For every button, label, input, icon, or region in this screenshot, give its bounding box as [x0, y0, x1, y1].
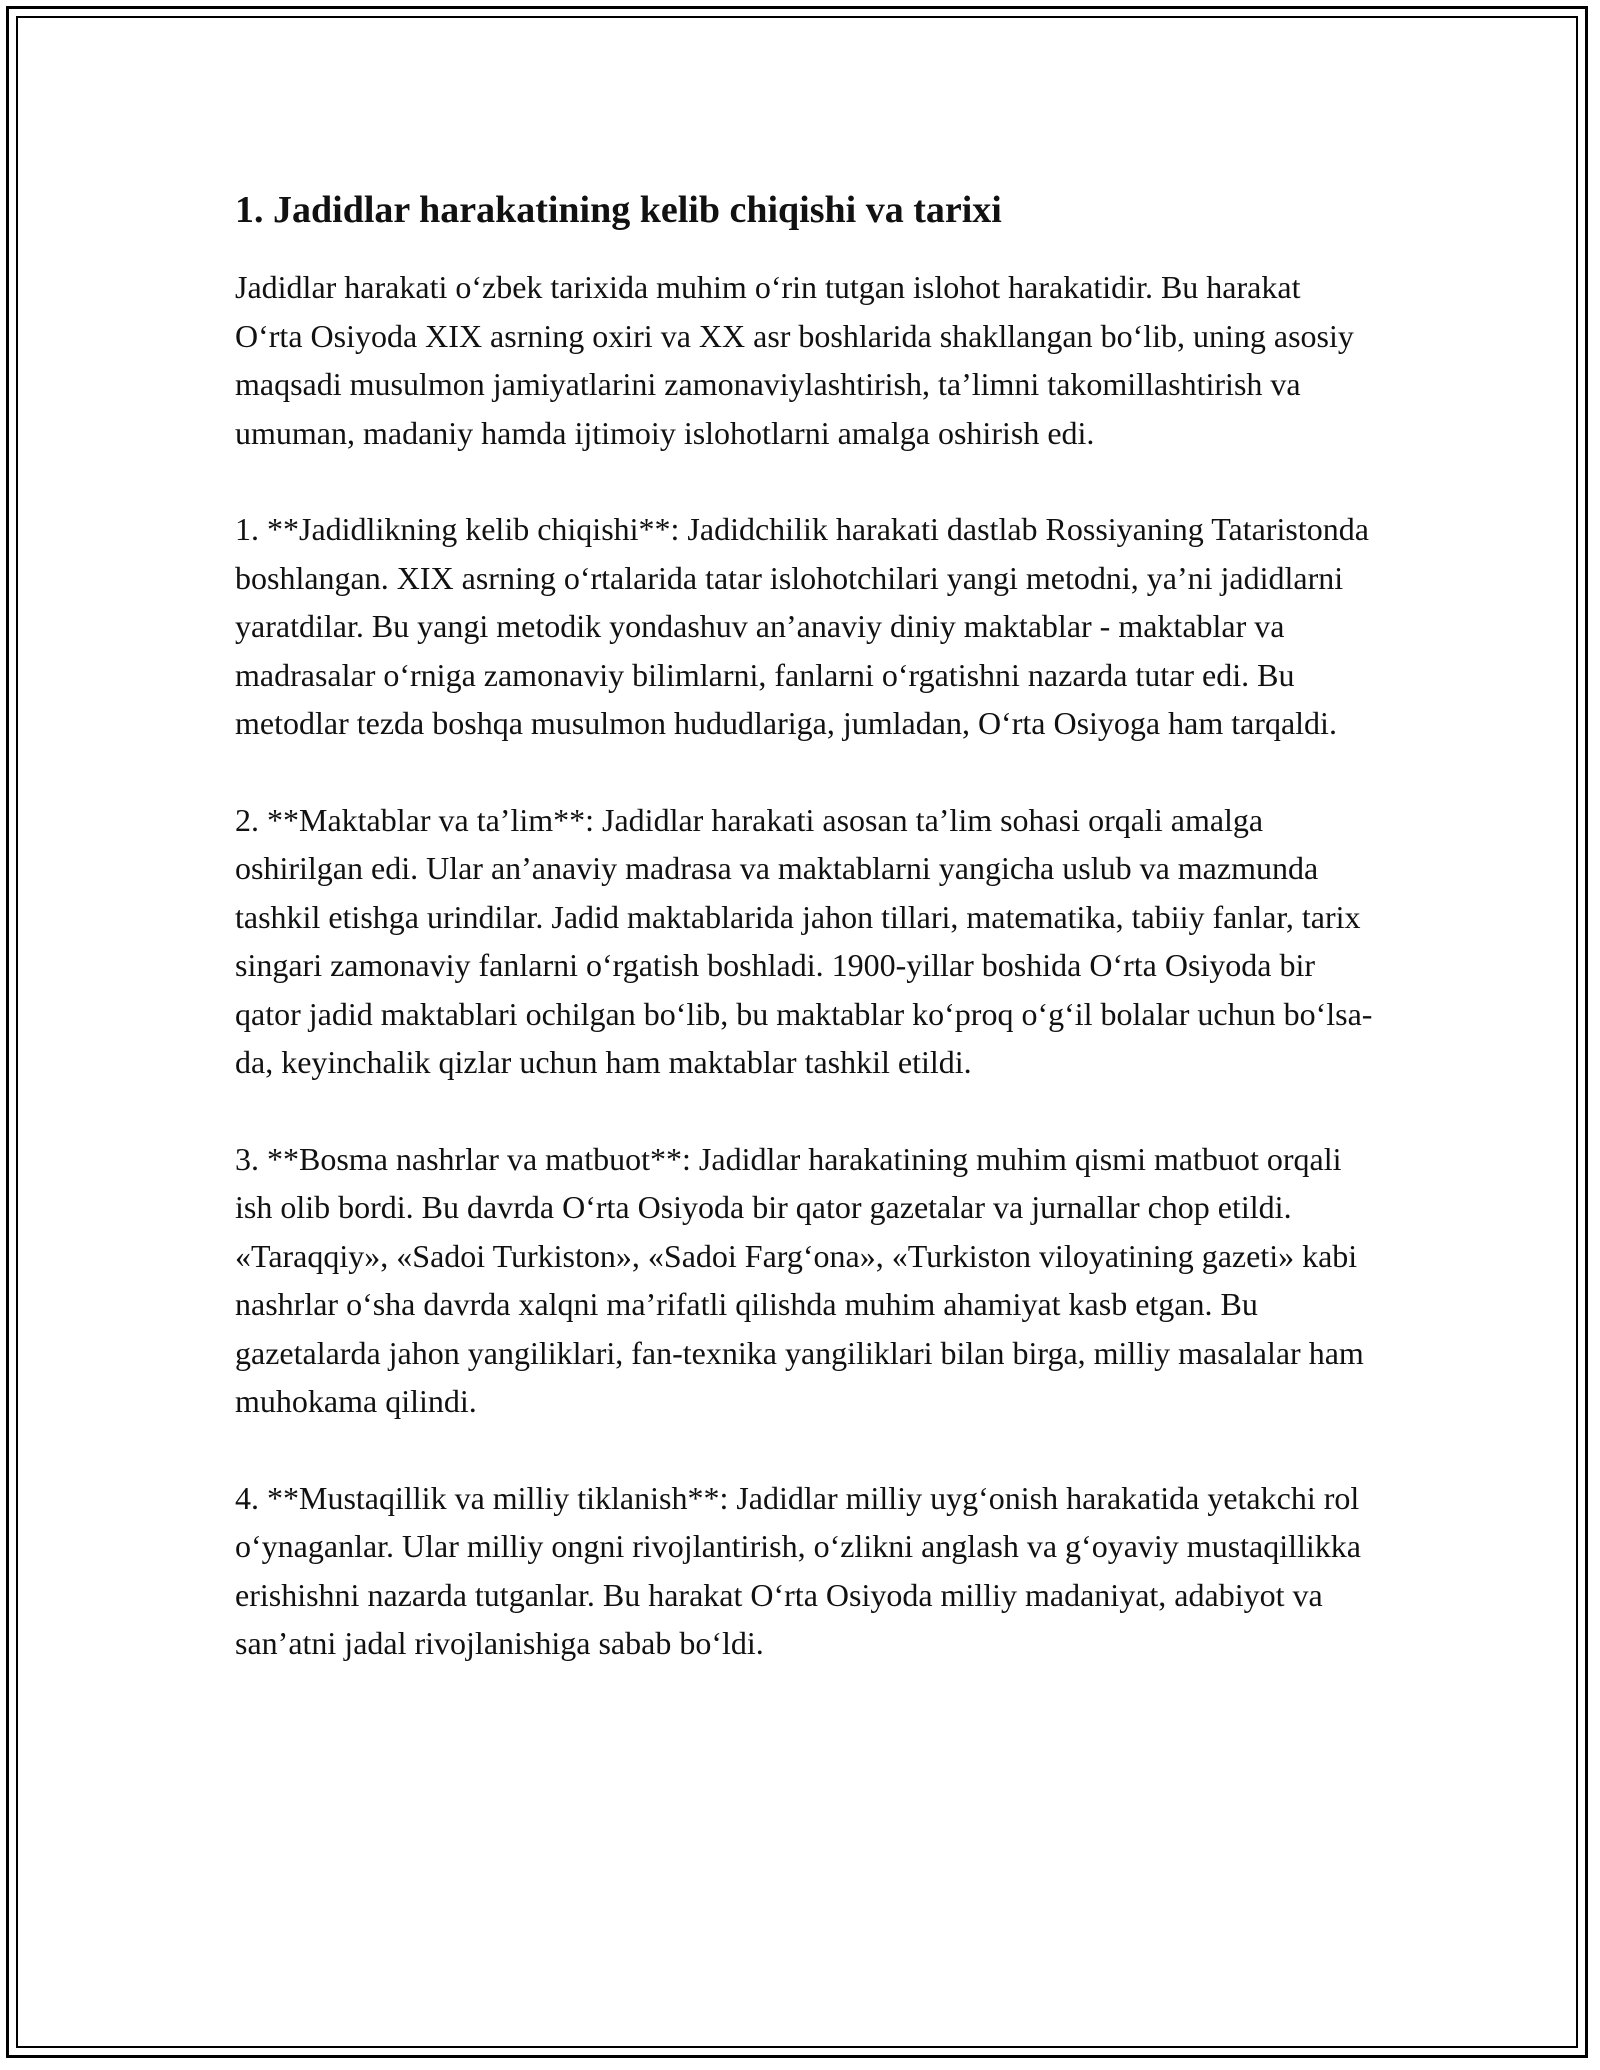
section-2-paragraph: 2. **Maktablar va taʼlim**: Jadidlar harakati asosan taʼlim sohasi orqali amalga oshirilgan edi. Ular anʼanaviy madrasa va maktablarni yangicha uslub va mazmunda tashkil etishga urindilar. Jadid maktablarida jahon tillari, matematika, tabiiy fanlar, tarix singari zamonaviy fanlarni oʻrgatish boshladi. 1900-yillar boshida Oʻrta Osiyoda bir qator jadid maktablari ochilgan boʻlib, bu maktablar koʻproq oʻgʻil bolalar uchun boʻlsa-da, keyinchalik qizlar uchun ham maktablar tashkil etildi. — [235, 801, 1373, 1081]
section-1-paragraph: 1. **Jadidlikning kelib chiqishi**: Jadidchilik harakati dastlab Rossiyaning Tataristonda boshlangan. XIX asrning oʻrtalarida tatar islohotchilari yangi metodni, yaʼni jadidlarni yaratdilar. Bu yangi metodik yondashuv anʼanaviy diniy maktablar - maktablar va madrasalar oʻrniga zamonaviy bilimlarni, fanlarni oʻrgatishni nazarda tutar edi. Bu metodlar tezda boshqa musulmon hududlariga, jumladan, Oʻrta Osiyoga ham tarqaldi. — [235, 511, 1369, 742]
section-3-paragraph: 3. **Bosma nashrlar va matbuot**: Jadidlar harakatining muhim qismi matbuot orqali ish olib bordi. Bu davrda Oʻrta Osiyoda bir qator gazetalar va jurnallar chop etildi. «Taraqqiy», «Sadoi Turkiston», «Sadoi Fargʻona», «Turkiston viloyatining gazeti» kabi nashrlar oʻsha davrda xalqni maʼrifatli qilishda muhim ahamiyat kasb etgan. Bu gazetalarda jahon yangiliklari, fan-texnika yangiliklari bilan birga, milliy masalalar ham muhokama qilindi. — [235, 1140, 1364, 1420]
document-body — [235, 186, 1375, 1716]
document-title: 1. Jadidlar harakatining kelib chiqishi va tarixi — [235, 189, 1002, 231]
section-4-paragraph: 4. **Mustaqillik va milliy tiklanish**: Jadidlar milliy uygʻonish harakatida yetakchi rol oʻynaganlar. Ular milliy ongni rivojlantirish, oʻzlikni anglash va gʻoyaviy mustaqillikka erishishni nazarda tutganlar. Bu harakat Oʻrta Osiyoda milliy madaniyat, adabiyot va sanʼatni jadal rivojlanishiga sabab boʻldi. — [235, 1479, 1361, 1662]
intro-paragraph: Jadidlar harakati oʻzbek tarixida muhim oʻrin tutgan islohot harakatidir. Bu harakat Oʻrta Osiyoda XIX asrning oxiri va XX asr boshlarida shakllangan boʻlib, uning asosiy maqsadi musulmon jamiyatlarini zamonaviylashtirish, taʼlimni takomillashtirish va umuman, madaniy hamda ijtimoiy islohotlarni amalga oshirish edi. — [235, 269, 1354, 451]
